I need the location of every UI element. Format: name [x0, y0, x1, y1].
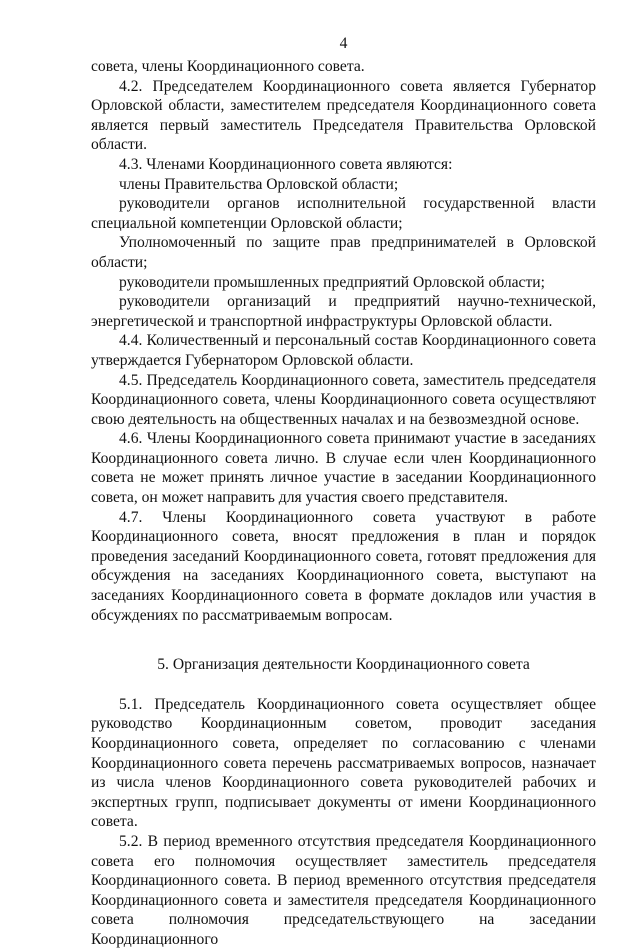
list-item-organization-heads: руководители организаций и предприятий научно-технической, энергетической и транспортной инфраструктуры Орловской области.	[91, 293, 596, 330]
section-heading: 5. Организация деятельности Координационного совета	[157, 656, 530, 674]
document-body	[91, 57, 596, 950]
paragraph-4-7: 4.7. Члены Координационного совета участвуют в работе Координационного совета, вносят предложения в план и порядок проведения заседаний Координационного совета, готовят предложения для обсуждения на заседаниях Координационного совета, выступают на заседаниях Координационного совета в формате докладов или участия в обсуждениях по рассматриваемым вопросам.	[91, 508, 596, 624]
list-item-executive-heads: руководители органов исполнительной государственной власти специальной компетенции Орловской области;	[91, 195, 596, 232]
paragraph-5-1: 5.1. Председатель Координационного совета осуществляет общее руководство Координационным советом, проводит заседания Координационного совета, определяет по согласованию с членами Координационного совета перечень рассматриваемых вопросов, назначает из числа членов Координационного совета руководителей рабочих и экспертных групп, подписывает документы от имени Координационного совета.	[91, 695, 596, 831]
paragraph-4-4: 4.4. Количественный и персональный состав Координационного совета утверждается Губернатором Орловской области.	[91, 332, 596, 369]
paragraph-4-3: 4.3. Членами Координационного совета являются:	[119, 155, 453, 173]
list-item-ombudsman: Уполномоченный по защите прав предпринимателей в Орловской области;	[91, 234, 596, 271]
paragraph-4-6: 4.6. Члены Координационного совета принимают участие в заседаниях Координационного совета лично. В случае если член Координационного совета не может принять личное участие в заседании Координационного совета, он может направить для участия своего представителя.	[91, 430, 596, 507]
paragraph-continuation: совета, члены Координационного совета.	[91, 58, 365, 75]
list-item-industrial-heads: руководители промышленных предприятий Орловской области;	[119, 273, 545, 291]
paragraph-4-5: 4.5. Председатель Координационного совета, заместитель председателя Координационного совета, члены Координационного совета осуществляют свою деятельность на общественных началах и на безвозмездной основе.	[91, 371, 596, 428]
paragraph-5-2: 5.2. В период временного отсутствия председателя Координационного совета его полномочия осуществляет заместитель председателя Координационного совета. В период временного отсутствия председателя Координационного совета и заместителя председателя Координационного совета полномочия председательствующего на заседании Координационного	[91, 832, 596, 948]
page-number: 4	[339, 35, 348, 52]
list-item-government-members: члены Правительства Орловской области;	[119, 175, 399, 193]
paragraph-4-2: 4.2. Председателем Координационного совета является Губернатор Орловской области, заместителем председателя Координационного совета является первый заместитель Председателя Правительства Орловской области.	[91, 77, 596, 154]
